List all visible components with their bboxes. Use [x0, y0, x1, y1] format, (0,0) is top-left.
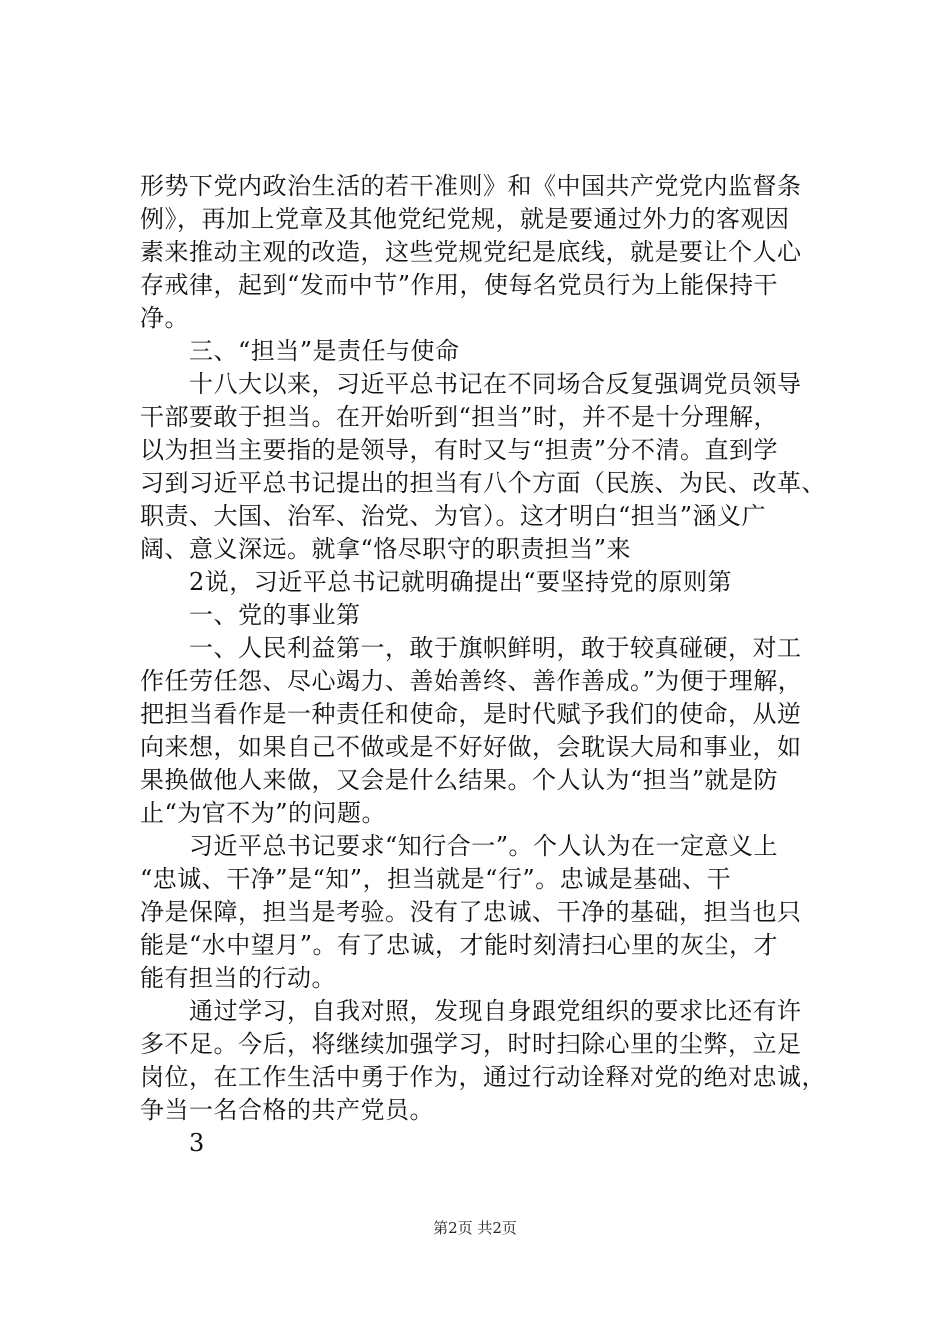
text-line: 一、党的事业第 [140, 601, 361, 629]
text-line: 把担当看作是一种责任和使命，是时代赋予我们的使命，从逆 [140, 700, 802, 728]
text-line: 作任劳任怨、尽心竭力、善始善终、善作善成。”为便于理解， [140, 667, 803, 695]
page-footer: 第2页 共2页 [433, 1219, 517, 1237]
text-line: 多不足。今后，将继续加强学习，时时扫除心里的尘弊，立足 [140, 1030, 802, 1058]
section-heading: 三、“担当”是责任与使命 [140, 337, 460, 365]
text-line: 存戒律，起到“发而中节”作用，使每名党员行为上能保持干 [140, 271, 779, 299]
text-line: 形势下党内政治生活的若干准则》和《中国共产党党内监督条 [140, 172, 802, 200]
text-line: 能有担当的行动。 [140, 964, 336, 992]
document-body [140, 170, 830, 1160]
text-line: 素来推动主观的改造，这些党规党纪是底线，就是要让个人心 [140, 238, 802, 266]
text-line: 以为担当主要指的是领导，有时又与“担责”分不清。直到学 [140, 436, 779, 464]
text-line: 能是“水中望月”。有了忠诚，才能时刻清扫心里的灰尘，才 [140, 931, 779, 959]
text-line: 向来想，如果自己不做或是不好好做，会耽误大局和事业，如 [140, 733, 802, 761]
text-line: 阔、意义深远。就拿“恪尽职守的职责担当”来 [140, 535, 632, 563]
text-line: 十八大以来，习近平总书记在不同场合反复强调党员领导 [140, 370, 802, 398]
text-line: 通过学习，自我对照，发现自身跟党组织的要求比还有许 [140, 997, 802, 1025]
text-line: “忠诚、干净”是“知”，担当就是“行”。忠诚是基础、干 [140, 865, 732, 893]
text-line: 岗位，在工作生活中勇于作为，通过行动诠释对党的绝对忠诚， [140, 1063, 826, 1091]
text-line: 习近平总书记要求“知行合一”。个人认为在一定意义上 [140, 832, 779, 860]
text-line: 净是保障，担当是考验。没有了忠诚、干净的基础，担当也只 [140, 898, 802, 926]
text-line: 例》，再加上党章及其他党纪党规，就是要通过外力的客观因 [140, 205, 790, 233]
text-line: 职责、大国、治军、治党、为官）。这才明白“担当”涵义广 [140, 502, 767, 530]
text-line: 习到习近平总书记提出的担当有八个方面（民族、为民、改革、 [140, 469, 826, 497]
text-line: 2说，习近平总书记就明确提出“要坚持党的原则第 [140, 568, 733, 596]
text-line: 争当一名合格的共产党员。 [140, 1096, 434, 1124]
text-line: 一、人民利益第一，敢于旗帜鲜明，敢于较真碰硬，对工 [140, 634, 802, 662]
page-number-inline: 3 [140, 1129, 205, 1157]
text-line: 止“为官不为”的问题。 [140, 799, 387, 827]
text-line: 净。 [140, 304, 189, 332]
text-line: 果换做他人来做，又会是什么结果。个人认为“担当”就是防 [140, 766, 779, 794]
text-line: 干部要敢于担当。在开始听到“担当”时，并不是十分理解， [140, 403, 779, 431]
